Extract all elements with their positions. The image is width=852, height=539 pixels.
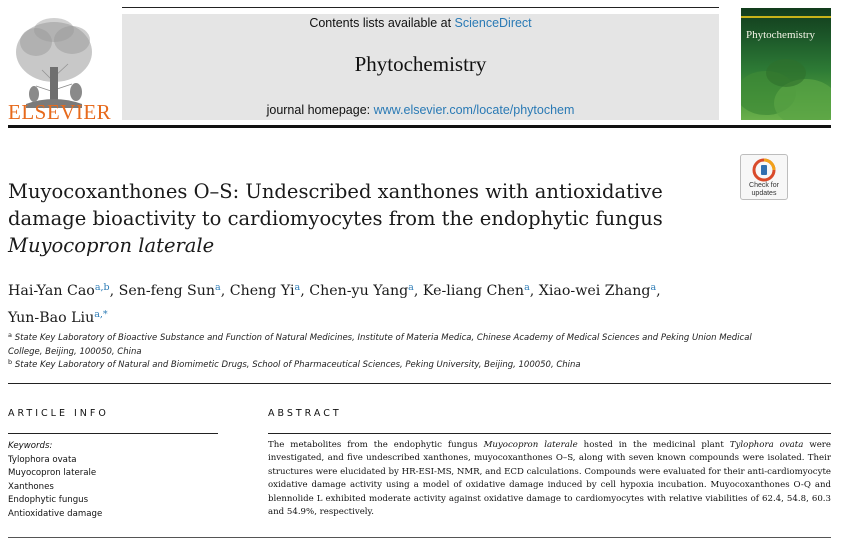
- check-for-updates-button[interactable]: [740, 154, 788, 200]
- cover-accent-line: [741, 16, 831, 18]
- author-name[interactable]: Chen-yu Yang: [309, 283, 409, 299]
- abstract-species-plant: Tylophora ovata: [729, 440, 804, 450]
- keywords-list: [8, 440, 228, 521]
- author-affiliation-marker[interactable]: a: [294, 282, 301, 293]
- author-name[interactable]: Sen-feng Sun: [118, 283, 216, 299]
- author-affiliation-marker[interactable]: a: [408, 282, 414, 293]
- keyword-item: Muyocopron laterale: [8, 468, 97, 478]
- article-title-species: Muyocopron laterale: [8, 234, 215, 257]
- author-name[interactable]: Ke-liang Chen: [422, 283, 525, 299]
- article-info-heading: ARTICLE INFO: [8, 408, 109, 419]
- abstract-text-3: were investigated, and five undescribed xanthones, muyocoxanthones O–S, along with seven known compounds were isolated. Their structures were elucidated by HR-ESI-MS, NMR, and ECD calculations. Compounds were evaluated for their anti-cardiomyocyte oxidative damage activity using a model of oxidative damage induced by cell hypoxia incubation. Muyocoxanthones O-Q and blennolide L exhibited moderate activity against oxidative damage to cardiomyocytes with relative viabilities of 62.4, 54.8, 60.3 and 54.9%, respectively.: [268, 440, 831, 518]
- author-name[interactable]: Yun-Bao Liu: [8, 310, 95, 326]
- author-affiliation-marker[interactable]: a: [650, 282, 657, 293]
- author-name[interactable]: Hai-Yan Cao: [8, 283, 95, 299]
- check-for-updates-icon: [752, 158, 776, 182]
- article-title: [8, 178, 738, 259]
- article-info-rule: [8, 433, 218, 434]
- keyword-item: Tylophora ovata: [8, 454, 77, 465]
- journal-homepage-line: [122, 103, 719, 117]
- affiliation-a: [8, 329, 768, 359]
- journal-title: Phytochemistry: [354, 52, 487, 76]
- cover-journal-title: Phytochemistry: [746, 29, 816, 41]
- author-name[interactable]: Cheng Yi: [229, 283, 295, 299]
- check-for-updates-label: Check for updates: [749, 182, 779, 197]
- header-divider: [8, 125, 831, 128]
- article-title-text: Muyocoxanthones O–S: Undescribed xanthones with antioxidative damage bioactivity to cardiomyocytes from the endophytic fungus: [8, 180, 663, 230]
- abstract-text-2: hosted in the medicinal plant: [577, 440, 730, 450]
- affiliation-text: State Key Laboratory of Bioactive Substance and Function of Natural Medicines, Institute of Materia Medica, Chinese Academy of Medical Sciences and Peking Union Medical College, Beijing, 100050, China: [8, 333, 752, 357]
- keyword-item: Endophytic fungus: [8, 495, 89, 505]
- abstract-heading: ABSTRACT: [268, 408, 342, 419]
- keyword-item: Antioxidative damage: [8, 508, 103, 519]
- abstract-text-1: The metabolites from the endophytic fungus: [268, 440, 484, 450]
- author-affiliation-marker[interactable]: a: [524, 282, 530, 293]
- sciencedirect-link[interactable]: ScienceDirect: [454, 16, 532, 30]
- affiliations-divider: [8, 383, 831, 384]
- keyword-item: Xanthones: [8, 481, 54, 492]
- header-top-rule: [122, 7, 719, 8]
- bottom-divider: [8, 537, 831, 538]
- abstract-species-fungus: Muyocopron laterale: [483, 440, 578, 450]
- author-list: Hai-Yan Cao$^{a,b}$, Sen-feng Sun$^a$, Cheng Yi$^a$, Chen-yu Yang$^a$, Ke-liang Chen$^a$, Xiao-wei Zhang$^a$, Yun-Bao Liu$^{a,*}$: [8, 282, 661, 326]
- journal-cover-image[interactable]: [741, 8, 831, 120]
- homepage-prefix: journal homepage:: [266, 103, 374, 117]
- author-affiliation-marker[interactable]: a: [215, 282, 221, 293]
- affiliation-marker: a: [8, 331, 12, 339]
- author-affiliation-marker[interactable]: a,*: [94, 309, 108, 320]
- abstract-rule: [268, 433, 831, 434]
- contents-available-line: [122, 16, 719, 30]
- abstract-paragraph: [268, 439, 831, 519]
- cover-foliage-art: [741, 53, 831, 120]
- contents-prefix: Contents lists available at: [309, 16, 455, 30]
- affiliation-text: State Key Laboratory of Natural and Biomimetic Drugs, School of Pharmaceutical Sciences, Peking University, Beijing, 100050, China: [14, 360, 581, 370]
- journal-homepage-link[interactable]: www.elsevier.com/locate/phytochem: [373, 103, 575, 117]
- elsevier-wordmark: ELSEVIER: [8, 100, 112, 124]
- author-name[interactable]: Xiao-wei Zhang: [538, 283, 651, 299]
- affiliation-marker: b: [8, 358, 13, 366]
- author-affiliation-marker[interactable]: a,b: [94, 282, 110, 293]
- affiliation-b: [8, 356, 768, 373]
- keywords-label: Keywords:: [8, 441, 53, 451]
